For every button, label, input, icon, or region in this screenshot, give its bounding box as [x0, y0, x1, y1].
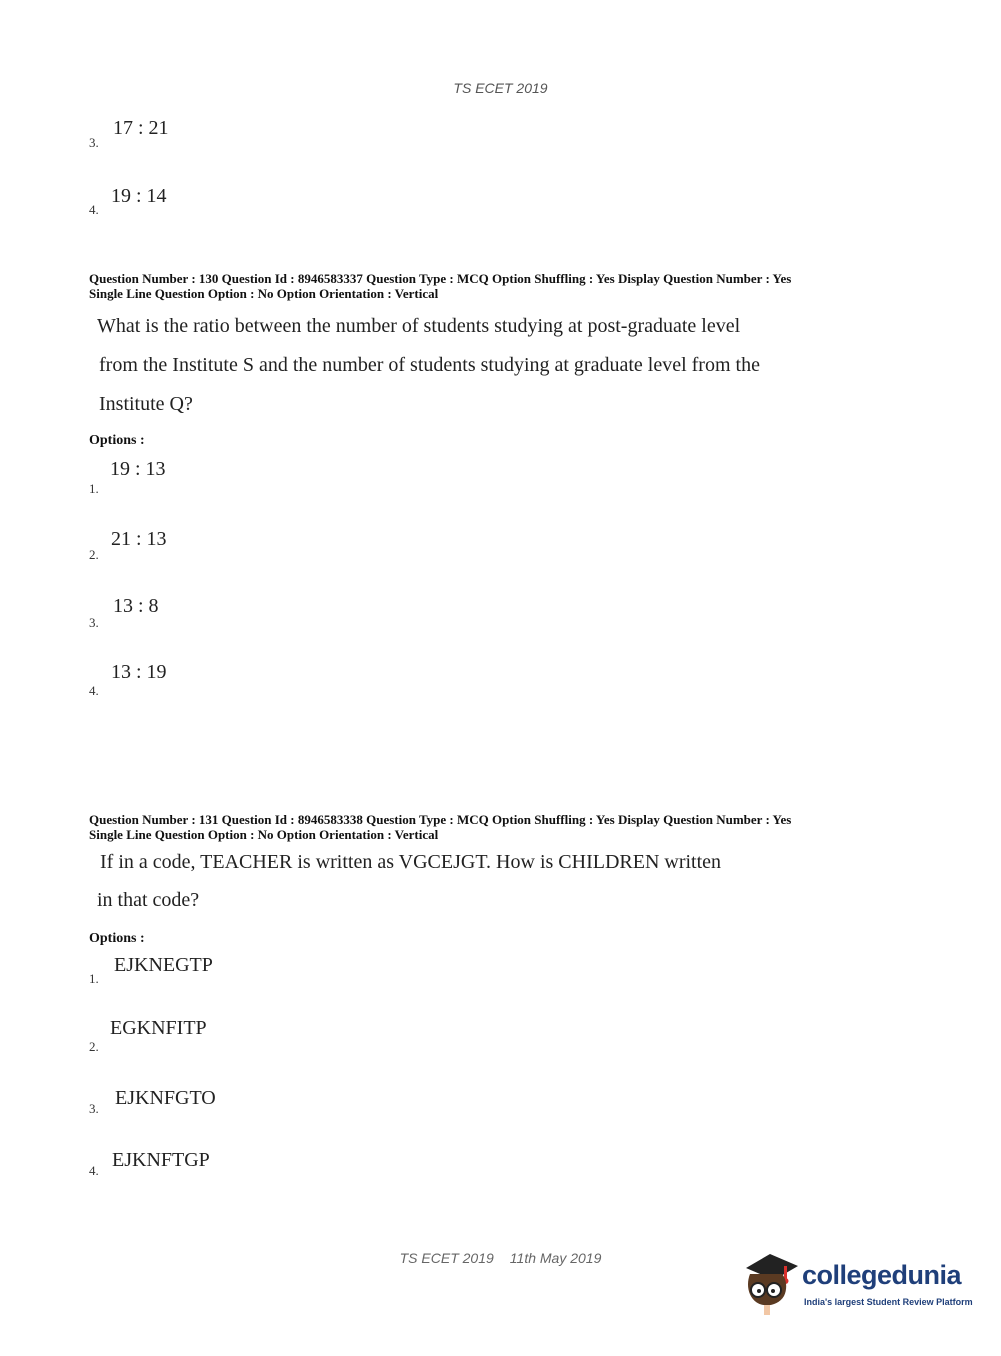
option-number: 3. — [89, 1101, 99, 1116]
option-text: EGKNFITP — [110, 1017, 207, 1039]
option-number: 4. — [89, 202, 99, 217]
option-text: 21 : 13 — [111, 528, 167, 550]
option-number: 2. — [89, 547, 99, 562]
question-130-meta-line-2: Single Line Question Option : No Option Orientation : Vertical — [89, 286, 439, 301]
collegedunia-logo — [740, 1250, 973, 1320]
page-header: TS ECET 2019 — [453, 80, 548, 96]
option-number: 4. — [89, 683, 99, 698]
question-130-text-line: What is the ratio between the number of students studying at post-graduate level — [97, 315, 741, 337]
option-text: EJKNFGTO — [115, 1087, 216, 1109]
option-text: 17 : 21 — [113, 117, 169, 139]
option-number: 1. — [89, 971, 99, 986]
option-number: 1. — [89, 481, 99, 496]
option-text: EJKNEGTP — [114, 954, 213, 976]
mascot-icon — [740, 1250, 802, 1320]
question-130-options-label: Options : — [89, 433, 145, 448]
option-text: 13 : 19 — [111, 661, 167, 683]
option-number: 2. — [89, 1039, 99, 1054]
footer-date: 11th May 2019 — [509, 1250, 602, 1266]
question-131-options-label: Options : — [89, 931, 145, 946]
question-131-text-line: If in a code, TEACHER is written as VGCEJGT. How is CHILDREN written — [100, 851, 722, 873]
option-text: 19 : 14 — [111, 185, 167, 207]
logo-tagline: India's largest Student Review Platform — [804, 1297, 973, 1307]
option-text: EJKNFTGP — [112, 1149, 210, 1171]
option-text: 19 : 13 — [110, 458, 166, 480]
option-number: 3. — [89, 135, 99, 150]
question-131-meta-line-2: Single Line Question Option : No Option Orientation : Vertical — [89, 827, 439, 842]
logo-wordmark: collegedunia — [802, 1260, 962, 1290]
option-text: 13 : 8 — [113, 595, 159, 617]
option-number: 3. — [89, 615, 99, 630]
question-130-text-line: Institute Q? — [99, 393, 193, 415]
footer-exam: TS ECET 2019 — [399, 1250, 494, 1266]
question-131-text-line: in that code? — [97, 889, 200, 911]
question-131-meta-line-1: Question Number : 131 Question Id : 8946583338 Question Type : MCQ Option Shuffling : Yes Display Question Number : Yes — [89, 812, 792, 827]
option-number: 4. — [89, 1163, 99, 1178]
question-130-meta-line-1: Question Number : 130 Question Id : 8946583337 Question Type : MCQ Option Shuffling : Yes Display Question Number : Yes — [89, 271, 792, 286]
question-130-text-line: from the Institute S and the number of students studying at graduate level from the — [99, 354, 760, 376]
